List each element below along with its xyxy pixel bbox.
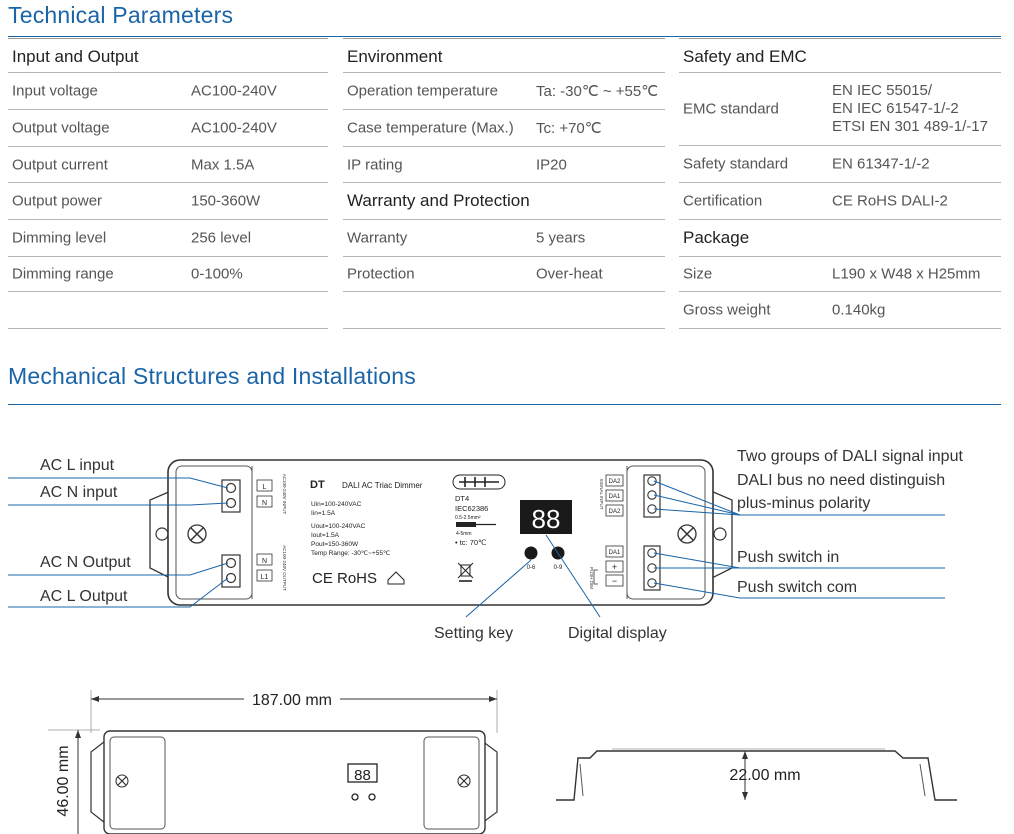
emc-value: EN IEC 55015/ xyxy=(832,82,933,99)
dimension-side-view xyxy=(556,749,957,800)
row-value: 5 years xyxy=(536,229,586,247)
row-key: Operation temperature xyxy=(347,82,498,100)
row-value: L190 x W48 x H25mm xyxy=(832,265,981,283)
row-key: Input voltage xyxy=(12,82,98,100)
strip-length-label: 4-5mm xyxy=(456,531,472,537)
emc-value: ETSI EN 301 489-1/-17 xyxy=(832,118,988,135)
seven-segment-digits: 88 xyxy=(531,504,561,534)
row-key: Warranty xyxy=(347,229,408,247)
row-key: Gross weight xyxy=(683,301,771,319)
digital-display-label: Digital display xyxy=(568,625,667,642)
small-display-digits: 88 xyxy=(354,767,371,784)
setting-key-1[interactable] xyxy=(525,547,538,560)
da2-label: DA2 xyxy=(608,479,621,485)
package-heading-text: Package xyxy=(683,228,750,247)
row-value: CE RoHS DALI-2 xyxy=(832,192,948,210)
spec-line: Iout=1.5A xyxy=(311,532,340,539)
push-switch-com-label: Push switch com xyxy=(737,579,858,596)
row-value: 256 level xyxy=(191,229,252,247)
ac-n-input-label: AC N input xyxy=(40,484,118,501)
row-value: 0-100% xyxy=(191,265,243,283)
spec-line: Uin=100-240VAC xyxy=(311,501,362,508)
digital-display-panel xyxy=(520,500,572,534)
wire-size-label: 0.5-2.5mm² xyxy=(455,515,481,521)
push-dim-label: PUSH DIM xyxy=(589,566,594,590)
spec-line: Uout=100-240VAC xyxy=(311,523,366,530)
row-value: Tc: +70℃ xyxy=(536,120,602,137)
row-value: 0.140kg xyxy=(832,301,886,319)
row-key: Protection xyxy=(347,265,415,283)
ac-l-output-label: AC L Output xyxy=(40,588,128,605)
row-key: Safety standard xyxy=(683,155,789,173)
wire-strip-icon xyxy=(456,522,476,527)
row-key: EMC standard xyxy=(683,100,779,118)
row-key: Size xyxy=(683,265,713,283)
signal-input-label: SIGNAL INPUT xyxy=(599,478,604,510)
minus-label: − xyxy=(611,576,618,586)
row-value: EN 61347-1/-2 xyxy=(832,155,930,173)
row-value: AC100-240V xyxy=(191,119,277,137)
dali-note-line: DALI bus no need distinguish xyxy=(737,472,946,489)
device-top-view xyxy=(150,460,732,605)
dali-note-line: plus-minus polarity xyxy=(737,495,871,512)
dali-logo xyxy=(453,475,505,489)
key-1-label: 0-6 xyxy=(526,565,536,571)
row-key: Output current xyxy=(12,156,108,173)
row-value: Max 1.5A xyxy=(191,156,255,173)
terminal-n-out-label: N xyxy=(261,558,268,565)
ce-rohs-mark: CE RoHS xyxy=(312,570,378,587)
device-model-label: DT xyxy=(310,479,325,491)
dt4-label: DT4 xyxy=(455,494,470,503)
key-2-label: 0-9 xyxy=(553,565,563,571)
input-side-label: AC100-240V INPUT xyxy=(282,473,287,515)
da2-label: DA2 xyxy=(608,509,621,515)
output-side-label: AC100-240V OUTPUT xyxy=(282,545,287,591)
da1-label: DA1 xyxy=(608,550,621,556)
da1-label: DA1 xyxy=(608,494,621,500)
warranty-heading-text: Warranty and Protection xyxy=(347,191,530,210)
technical-parameters-title: Technical Parameters xyxy=(8,2,234,28)
row-value: Ta: -30℃ ~ +55℃ xyxy=(536,83,659,100)
terminal-l1-label: L1 xyxy=(260,574,269,581)
device-name-label: DALI AC Triac Dimmer xyxy=(342,481,423,490)
input-output-heading-text: Input and Output xyxy=(12,47,139,66)
row-value: IP20 xyxy=(536,156,567,173)
dali-note-line: Two groups of DALI signal input xyxy=(737,448,963,465)
spec-line: Iin=1.5A xyxy=(311,510,336,517)
emc-value: EN IEC 61547-1/-2 xyxy=(832,100,959,117)
terminal-n-label: N xyxy=(261,500,268,507)
terminal-l-label: L xyxy=(262,484,267,491)
length-dimension: 187.00 mm xyxy=(251,692,333,709)
mechanical-title: Mechanical Structures and Installations xyxy=(8,363,416,389)
environment-heading-text: Environment xyxy=(347,47,443,66)
row-value: Over-heat xyxy=(536,265,603,283)
iec-label: IEC62386 xyxy=(455,504,489,513)
spec-line: Temp Range: -30℃~+55℃ xyxy=(311,550,391,557)
row-key: Output voltage xyxy=(12,119,110,137)
plus-label: + xyxy=(611,562,618,572)
ac-n-output-label: AC N Output xyxy=(40,554,131,571)
tc-label: • tc: 70℃ xyxy=(455,538,487,547)
row-key: Output power xyxy=(12,192,103,210)
setting-key-label: Setting key xyxy=(434,625,514,642)
row-value: AC100-240V xyxy=(191,82,277,100)
ac-l-input-label: AC L input xyxy=(40,457,115,474)
row-key: Case temperature (Max.) xyxy=(347,119,514,137)
width-dimension: 46.00 mm xyxy=(55,745,72,817)
dimension-top-view xyxy=(48,690,497,834)
spec-line: Pout=150-360W xyxy=(311,541,359,548)
safety-emc-heading-text: Safety and EMC xyxy=(683,47,807,66)
height-dimension: 22.00 mm xyxy=(729,767,801,784)
push-switch-in-label: Push switch in xyxy=(737,549,840,566)
row-key: Dimming range xyxy=(12,265,114,283)
row-key: Dimming level xyxy=(12,229,107,247)
row-key: IP rating xyxy=(347,156,403,173)
row-value: 150-360W xyxy=(191,192,261,210)
row-key: Certification xyxy=(683,192,763,210)
